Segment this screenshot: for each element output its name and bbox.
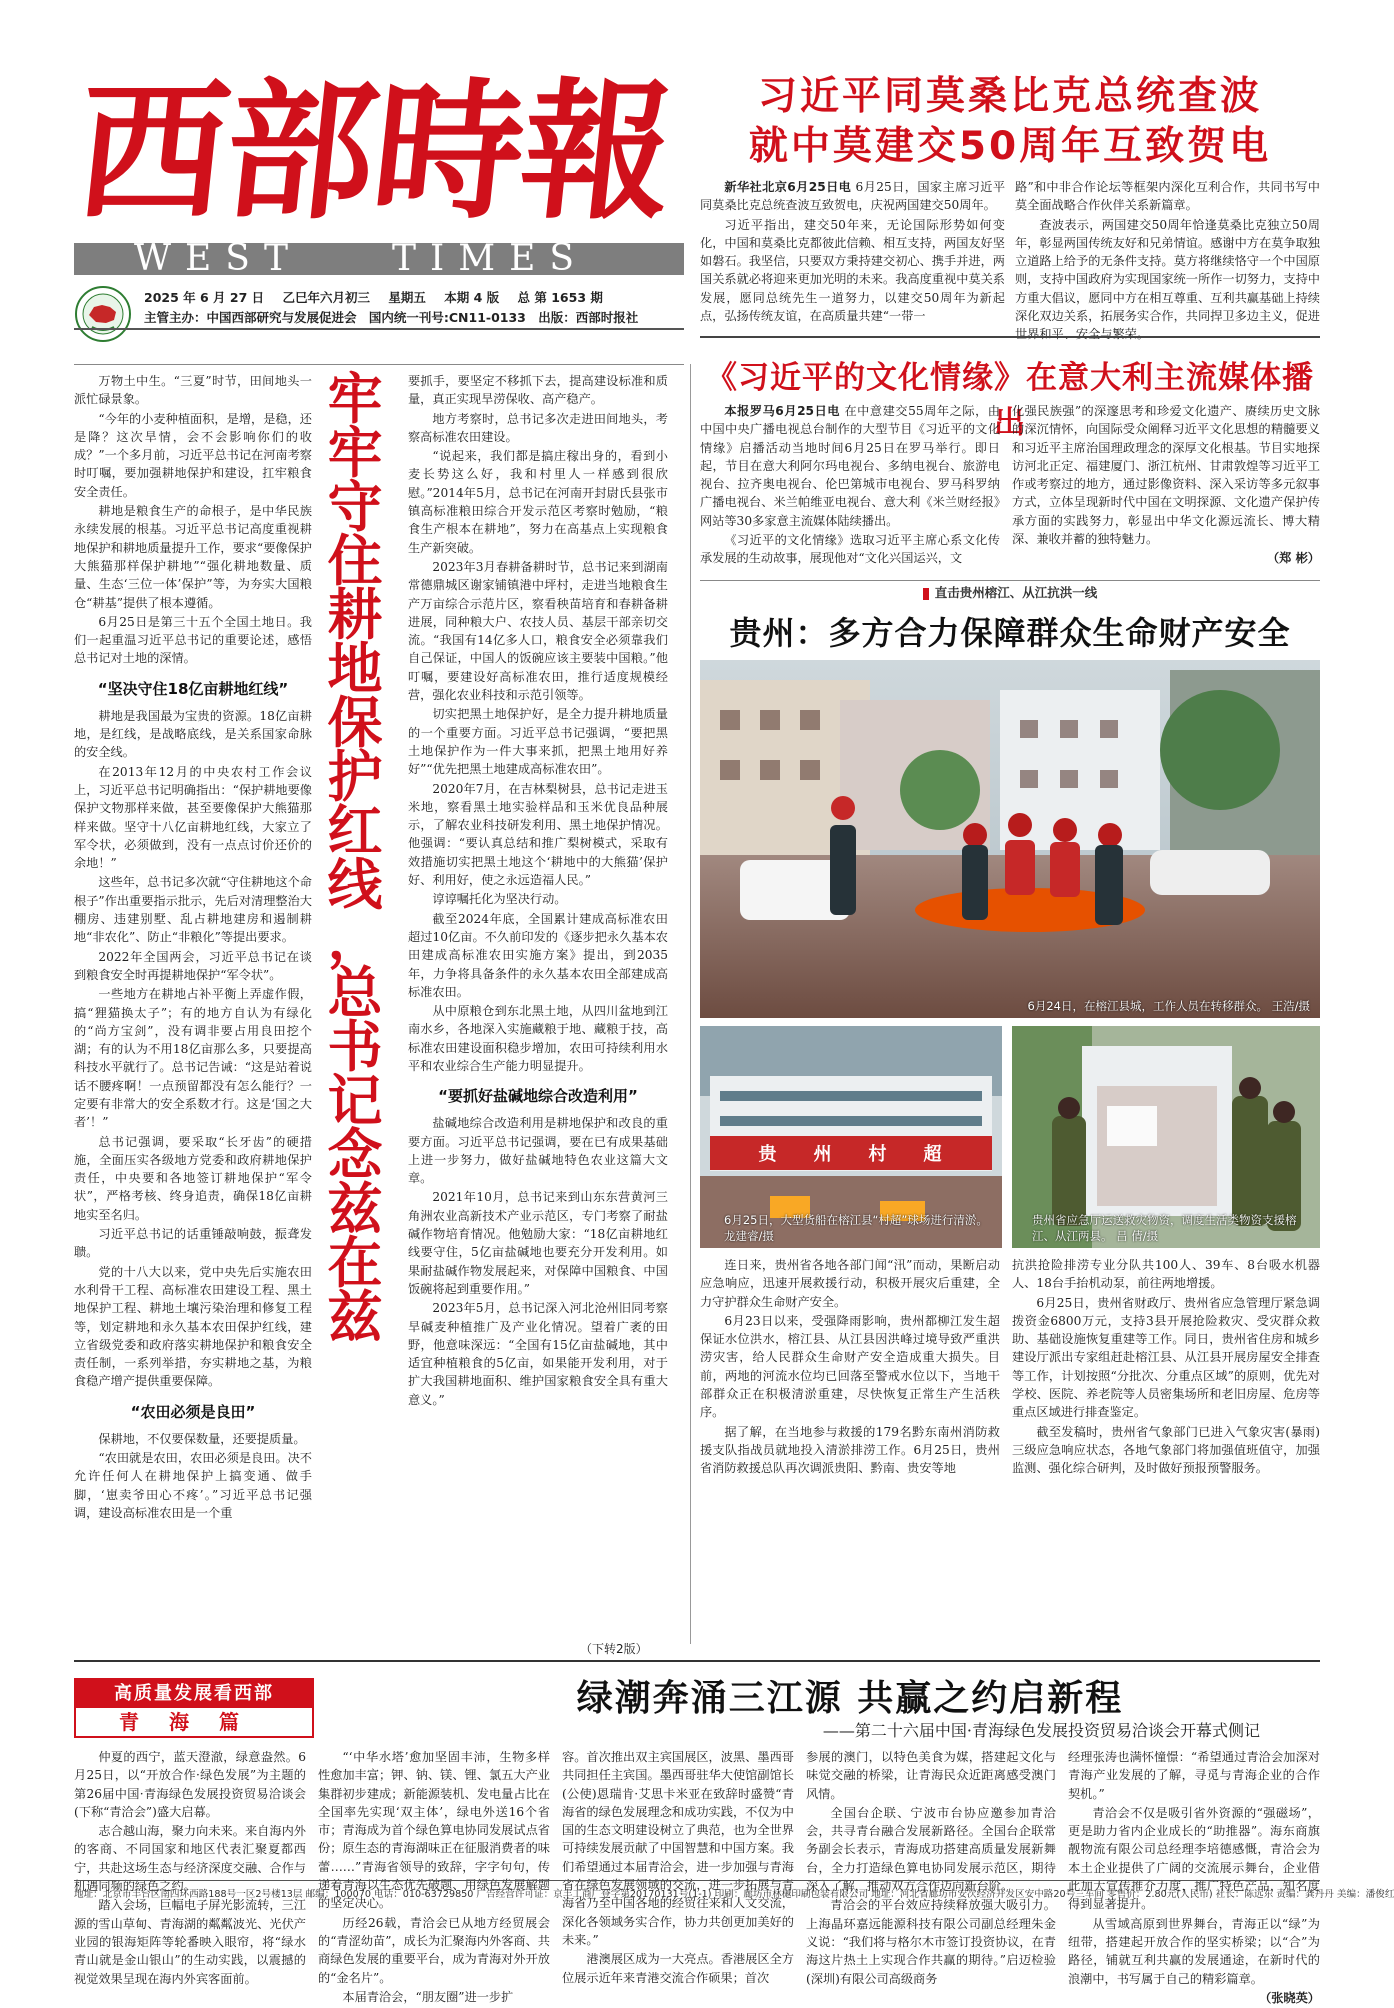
paragraph: 《习近平的文化情缘》选取习近平主席心系文化传承发展的生动故事，展现他对“文化兴国运兴，文 [700,533,1000,566]
flood-headline: 贵州：多方合力保障群众生命财产安全 [729,614,1291,652]
green-col-5 [1068,1748,1320,2008]
caption-text: 6月24日，在榕江县城，工作人员在转移群众。 [1027,999,1268,1013]
farmland-subhead-1: “坚决守住18亿亩耕地红线” [97,679,289,698]
headline-char: 牢 [327,421,383,485]
series-subtitle: 青海篇 [76,1708,312,1736]
headline-char: 兹 [327,1177,383,1241]
cn-number: 国内统一刊号:CN11-0133 [368,310,526,325]
divider [74,328,684,330]
lunar-date: 乙巳年六月初三 [282,290,371,305]
headline-char: 守 [327,475,383,539]
series-title: 高质量发展看西部 [76,1680,312,1708]
green-headline: 绿潮奔涌三江源 共赢之约启新程 [576,1677,1124,1719]
page-count: 本期 4 版 [444,290,500,305]
stadium-sign [740,1140,960,1166]
headline-char: 兹 [327,1285,383,1349]
sponsor: 主管主办：中国西部研究与发展促进会 [144,310,357,325]
lead-headline-line2: 就中莫建交50周年互致贺电 [748,124,1272,169]
paragraph: 万物土中生。“三夏”时节，田间地头一派忙碌景象。 [74,374,312,407]
column-rule [690,364,691,1644]
paragraph: 习近平总书记的话重锤敲响鼓，振聋发聩。 [74,1227,312,1260]
paragraph: “‘中华水塔’愈加坚固丰沛，生物多样性愈加丰富；钾、钠、镁、锂、氯五大产业集群初步建成；新能源装机、发电量占比在全国率先实现‘双主体’，绿电外送16个省市；青海成为首个绿色算电协同发展试点省份；原生态的青海湖味正在征服消费者的味蕾……”青海省领导的致辞，字字句句，传递着青海以生态优先破题、用绿色发展解题的坚定决心。 [318,1750,550,1911]
headline-char: 在 [327,1231,383,1295]
emblem-icon [74,285,132,343]
paragraph: 2023年5月，总书记深入河北沧州旧同考察旱碱麦种植推广及产业化情况。望着广袤的田野，他意味深远：“全国有15亿亩盐碱地，其中适宜种植粮食的5亿亩，如果能开发利用，对于扩大我国耕地面积、维护国家粮食安全具有重大意义。” [408,1301,668,1407]
paragraph: “今年的小麦种植面积，是增，是稳，还是降？这次旱情，会不会影响你们的收成？”一个多月前，习近平总书记在河南考察时叮嘱，要加强耕地保护和建设，扛牢粮食安全责任。 [74,411,312,499]
paragraph: 从中原粮仓到东北黑土地，从四川盆地到江南水乡，各地深入实施藏粮于地、藏粮于技，高标准农田建设面积稳步增加，农田可持续利用水平和农业综合生产能力明显提升。 [408,1004,668,1073]
paragraph: 连日来，贵州省各地各部门闻“汛”而动，果断启动应急响应，迅速开展救援行动，积极开展灾后重建，全力守护群众生命财产安全。 [700,1258,1000,1309]
paragraph: 6月25日，贵州省财政厅、贵州省应急管理厅紧急调拨资金6800万元，支持3县开展抢险救灾、受灾群众救助、基础设施恢复重建等工作。同日，贵州省住房和城乡建设厅派出专家组赶赴榕江县、从江县开展房屋安全排查等工作，计划按照“分批次、分重点区域”的原则，优先对学校、医院、养老院等人员密集场所和老旧房屋、危房等重点区域进行排查鉴定。 [1012,1295,1320,1420]
green-byline: （张晓英） [1259,1990,1320,2005]
paragraph: 保耕地，不仅要保数量，还要提质量。 [98,1431,306,1446]
paragraph: 化强民族强”的深邃思考和珍爱文化遗产、赓续历史文脉的深沉情怀，向国际受众阐释习近平文化思想的精髓要义和习近平主席治国理政理念的深厚文化根基。节目实地探访河北正定、福建厦门、浙江杭州、甘肃敦煌等习近平工作或考察过的地方，通过影像资料、深入采访等多元叙事方式，立体呈现新时代中国在文明探源、文化遗产保护传承方面的实践努力，彰显出中华文化源远流长、博大精深、兼收并蓄的独特魅力。 [1012,404,1320,547]
paragraph: 党的十八大以来，党中央先后实施农田水利骨干工程、高标准农田建设工程、黑土地保护工程、耕地土壤污染治理和修复工程等，划定耕地和永久基本农田保护红线，建立省级党委和政府落实耕地保护和粮食安全责任制，一系列举措，夯实耕地之基，为粮食稳产增产提供重要保障。 [74,1264,312,1389]
caption-credit: 吕 倩/摄 [1116,1229,1159,1243]
headline-char: 耕 [327,583,383,647]
issue-number: 总 第 1653 期 [517,290,603,305]
green-col-3 [562,1748,794,1988]
paragraph: 2023年3月春耕备耕时节，总书记来到湖南常德鼎城区谢家铺镇港中坪村，走进当地粮食生产万亩综合示范片区，察看秧苗培育和春耕备耕进展，同种粮大户、农技人员、基层干部亲切交流。“我国有14亿多人口，粮食安全必须靠我们自己保证，中国人的饭碗应该主要装中国粮。”他叮嘱，要建设好高标准农田，推行适度规模经营，强化农业科技和示范引领等。 [408,559,668,703]
flood-right-caption [1032,1212,1312,1244]
footer-imprint: 地址：北京市丰台区南四环西路188号一区2号楼13层 邮编：100070 电话：010-63729850 广告经营许可证：京丰工商广登字第20170131号(1-1) 印刷：廊坊市林樾印刷包装有限公司 地址：河北省廊坊市安次经济开发区安中路20号三车间 零售价：2.80元(人民币) 社长：陈远东 责编：龚丹丹 美编：潘俊红 [74,1889,1394,1900]
paragraph: 经理张涛也满怀憧憬：“希望通过青洽会加深对青海产业发展的了解，寻觅与青海企业的合作契机。” [1068,1750,1320,1801]
paragraph: 踏入会场，巨幅电子屏光影流转，三江源的雪山草甸、青海湖的粼粼波光、光伏产业园的银海矩阵等轮番映入眼帘，将“绿水青山就是金山银山”的生动实践，以震撼的视觉效果呈现在海内外宾客面前。 [74,1898,306,1986]
farmland-subhead-2: “农田必须是良田” [130,1402,256,1421]
paragraph: 6月25日，国家主席习近平同莫桑比克总统查波互致贺电，庆祝两国建交50周年。 [700,180,1006,213]
paragraph: “农田就是农田，农田必须是良田。决不允许任何人在耕地保护上搞变通、做手脚，‘崽卖爷田心不疼’。”习近平总书记强调，建设高标准农田是一个重 [74,1451,312,1520]
divider [74,1880,1320,1881]
masthead-logo [68,64,680,252]
divider [74,1660,1320,1662]
weekday: 星期五 [388,290,426,305]
lead-headline-line1: 习近平同莫桑比克总统查波 [757,74,1262,119]
paragraph: 志合越山海，聚力向未来。来自海内外的客商、不同国家和地区代表汇聚夏都西宁，共赴这场生态与经济深度交融、合作与机遇同频的绿色之约。 [74,1824,306,1894]
culture-headline: 《习近平的文化情缘》在意大利主流媒体播出 [706,360,1314,441]
culture-byline: （郑 彬） [1267,551,1320,566]
farmland-col-2 [408,372,668,1410]
paragraph: 抗洪抢险排涝专业分队共100人、39车、8台吸水机器人、18台手抬机动泵，前往两地增援。 [1012,1258,1320,1291]
headline-char: 记 [327,1069,383,1133]
masthead-band [74,238,684,279]
culture-dateline: 本报罗马6月25日电 [724,404,841,418]
paragraph: 切实把黑土地保护好，是全力提升耕地质量的一个重要方面。习近平总书记强调，“要把黑土地保护作为一件大事来抓，把黑土地用好养好”“优先把黑土地建成高标准农田”。 [408,707,668,777]
paragraph: 截至2024年底，全国累计建成高标准农田超过10亿亩。不久前印发的《逐步把永久基本农田建成高标准农田实施方案》提出，到2035年，力争将具备条件的永久基本农田全部建成高标准农田。 [408,911,668,999]
flood-tag [700,583,1320,601]
tag-marker [923,588,929,600]
series-badge [74,1678,314,1738]
divider [74,364,684,365]
caption-credit: 王浩/摄 [1271,999,1310,1013]
paragraph: 谆谆嘱托化为坚决行动。 [432,892,567,907]
continued-note: （下转2版） [580,1642,648,1656]
paragraph: 容。首次推出双主宾国展区，波黑、墨西哥共同担任主宾国。墨西哥驻华大使馆副馆长(公使)恩瑞肯·艾思卡米亚在致辞时盛赞“青海省的绿色发展理念和成功实践，不仅为中国的生态文明建设树立了典范，也为全世界可持续发展贡献了中国智慧和中国方案。我们希望通过本届青洽会，进一步加强与青海省在绿色发展领域的交流，进一步拓展与青海省乃至中国各地的经贸往来和人文交流，深化各领域务实合作，协力共创更加美好的未来。” [562,1750,794,1947]
flood-col-1 [700,1256,1000,1479]
paragraph: 据了解，在当地参与救援的179名黔东南州消防救援支队指战员就地投入清淤排涝工作。6月25日，贵州省消防救援总队再次调派贵阳、黔南、贵安等地 [700,1424,1000,1476]
paragraph: 耕地是我国最为宝贵的资源。18亿亩耕地，是红线，是战略底线，是关系国家命脉的安全线。 [74,708,312,760]
paragraph: 一些地方在耕地占补平衡上弄虚作假，搞“狸猫换太子”；有的地方自认为有绿化的“尚方宝剑”，没有调非要占用良田挖个湖；有的认为不用18亿亩那么多，只要提高科技水平就行了。总书记告诫：“这是站着说话不腰疼啊！一点预留都没有怎么能行？一定要有非常大的安全系数才行。这是‘国之大者’！” [74,987,312,1130]
green-subtitle: ——第二十六届中国·青海绿色发展投资贸易洽谈会开幕式侧记 [822,1721,1260,1740]
flood-left-photo [700,1026,1002,1248]
issue-date: 2025 年 6 月 27 日 [144,290,265,305]
paragraph: 历经26载，青洽会已从地方经贸展会的“青涩幼苗”，成长为汇聚海内外客商、共商绿色发展的重要平台，成为青海对外开放的“金名片”。 [318,1915,550,1985]
flood-tag-label: 直击贵州榕江、从江抗洪一线 [934,585,1098,600]
headline-char: 红 [327,799,383,863]
headline-char: 保 [327,691,383,755]
paragraph: 青洽会的平台效应持续释放强大吸引力。上海晶环嘉远能源科技有限公司副总经理朱金义说：“我们将与格尔木市签订投资协议，在青海这片热土上实现合作共赢的期待。”启迈检验(深圳)有限公司高级商务 [806,1898,1056,1986]
paragraph: 要抓手，要坚定不移抓下去，提高建设标准和质量，真正实现旱涝保收、高产稳产。 [408,374,668,407]
caption-text: 贵州省应急厅运送救灾物资，调度生活类物资支援榕江、从江两县。 [1032,1213,1297,1243]
culture-col-2 [1012,402,1320,569]
paragraph: “说起来，我们都是搞庄稼出身的，看到小麦长势这么好，我和村里人一样感到很欣慰。”2014年5月，总书记在河南开封尉氏县张市镇高标准粮田综合开发示范区考察时勉励，“粮食生产根本在耕地”，努力在高基点上实现粮食生产新突破。 [408,449,668,555]
headline-char: 护 [327,745,383,809]
paragraph: 查波表示，两国建交50周年恰逢莫桑比克独立50周年，彰显两国传统友好和兄弟情谊。感谢中方在莫争取独立道路上给予的无条件支持。莫方将继续恪守一个中国原则，支持中国政府为实现国家统一所作一切努力，支持中方重大倡议，愿同中方在相互尊重、互利共赢基础上持续深化双边关系，拓展务实合作，共同捍卫多边主义，促进世界和平、安全与繁荣。 [1015,217,1320,342]
divider [700,336,1320,338]
headline-char: 念 [327,1123,383,1187]
green-col-1 [74,1748,306,1989]
paragraph: 在中意建交55周年之际，由中国中央广播电视总台制作的大型节目《习近平的文化情缘》启播活动当地时间6月25日在罗马举行。即日起，节目在意大利阿尔玛电视台、多纳电视台、旅游电视台、拉齐奥电视台、伦巴第城市电视台、罗马科罗纳广播电视台、米兰帕维亚电视台、意大利《米兰财经报》网站等30多家意主流媒体陆续播出。 [700,404,1000,528]
paragraph: 全国台企联、宁波市台协应邀参加青洽会，共寻青台融合发展新路径。全国台企联常务副会长表示，青海成功搭建高质量发展新舞台，全力打造绿色算电协同发展示范区，期待深入了解，推动双方合作迈向新台阶。 [806,1805,1056,1894]
paragraph: 从雪域高原到世界舞台，青海正以“绿”为纽带，搭建起开放合作的坚实桥梁；以“合”为路径，铺就互利共赢的发展通途，在新时代的浪潮中，书写属于自己的精彩篇章。 [1068,1916,1320,1986]
paragraph: 习近平指出，建交50年来，无论国际形势如何变化，中国和莫桑比克都彼此信赖、相互支持，两国友好坚如磐石。我坚信，只要双方秉持建交初心、携手并进，两国关系就必将迎来更加光明的未来。我高度重视中莫关系发展，愿同总统先生一道努力，以建交50周年为新起点，弘扬传统友谊，在高质量共建“一带一 [700,217,1005,324]
flood-main-caption [1028,998,1310,1014]
headline-char: 住 [327,529,383,593]
flood-right-photo [1012,1026,1320,1248]
paragraph: 仲夏的西宁，蓝天澄澈，绿意盎然。6月25日，以“开放合作·绿色发展”为主题的第26届中国·青海绿色发展投资贸易洽谈会(下称“青洽会”)盛大启幕。 [74,1750,306,1819]
headline-char: 总 [327,961,383,1025]
logo-en-times: TIMES [391,238,589,279]
logo-text: 西部時報 [68,64,680,240]
lead-col-1 [700,178,1005,326]
paragraph: 盐碱地综合改造利用是耕地保护和改良的重要方面。习近平总书记强调，要在已有成果基础上进一步努力，做好盐碱地特色农业这篇大文章。 [408,1116,668,1186]
paragraph: 这些年，总书记多次就“守住耕地这个命根子”作出重要指示批示，先后对清理整治大棚房、违建别墅、乱占耕地建房和遏制耕地“非农化”、防止“非粮化”等提出要求。 [74,875,312,945]
lead-col-2 [1015,178,1320,345]
paragraph: 在2013年12月的中央农村工作会议上，习近平总书记明确指出：“保护耕地要像保护文物那样来做，甚至要像保护大熊猫那样来做。坚守十八亿亩耕地红线，大家立了军令状，必须做到，没有一点点讨价还价的余地！” [74,764,312,871]
headline-char: 线 [327,853,383,917]
culture-col-1 [700,402,1000,569]
sign-char: 超 [923,1144,942,1165]
headline-char: 书 [327,1015,383,1079]
headline-char: 牢 [327,367,383,431]
lead-dateline: 新华社北京6月25日电 [724,180,852,194]
sign-char: 村 [868,1144,887,1165]
farmland-col-1 [74,372,312,1523]
paragraph: 截至发稿时，贵州省气象部门已进入气象灾害(暴雨)三级应急响应状态，各地气象部门将加强值班值守，加强监测、强化综合研判，及时做好预报预警服务。 [1012,1424,1320,1476]
headline-char: 地 [327,637,383,701]
lead-headline [700,72,1320,172]
sign-char: 贵 [758,1144,777,1165]
paragraph: 港澳展区成为一大亮点。香港展区全方位展示近年来青港交流合作硕果；首次 [562,1952,794,1985]
paragraph: 2021年10月，总书记来到山东东营黄河三角洲农业高新技术产业示范区，专门考察了耐盐碱作物培育情况。他勉励大家：“18亿亩耕地红线要守住，5亿亩盐碱地也要充分开发利用。如果耐盐碱作物发展起来，对保障中国粮食、中国饭碗将起到重要作用。” [408,1190,668,1296]
flood-main-photo [700,660,1320,1018]
paragraph: 6月23日以来，受强降雨影响，贵州都柳江发生超保证水位洪水，榕江县、从江县因洪峰过境导致严重洪涝灾害，给人民群众生命财产安全造成重大损失。目前，两地的河流水位均已回落至警戒水位以下，当地干部群众正在积极清淤重建，尽快恢复正常生产生活秩序。 [700,1313,1000,1420]
farmland-subhead-3: “要抓好盐碱地综合改造利用” [438,1087,638,1106]
caption-text: 6月25日，大型货船在榕江县“村超”球场进行清淤。 [724,1213,988,1227]
logo-en-west: WEST [134,238,302,279]
divider [700,580,1320,581]
paragraph: 青洽会不仅是吸引省外资源的“强磁场”，更是助力省内企业成长的“助推器”。海东商旗靓物流有限公司总经理李培德感慨，青洽会为本土企业提供了广阔的交流展示舞台，企业借此加大宣传推介力度，推广特色产品，知名度得到显著提升。 [1068,1805,1320,1912]
publisher-meta-line [144,308,646,326]
paragraph: 2022年全国两会，习近平总书记在谈到粮食安全时再提耕地保护“军令状”。 [74,949,312,982]
issue-meta-line [144,288,617,306]
flood-col-2 [1012,1256,1320,1479]
caption-credit: 龙建睿/摄 [724,1229,774,1243]
paragraph: 路”和中非合作论坛等框架内深化互利合作，共同书写中莫全面战略合作伙伴关系新篇章。 [1015,180,1320,213]
headline-char: ， [327,907,383,971]
paragraph: 耕地是粮食生产的命根子，是中华民族永续发展的根基。习近平总书记高度重视耕地保护和耕地质量提升工作，要求“要像保护大熊猫那样保护耕地”“强化耕地数量、质量、生态‘三位一体’保护”等，为夯实大国粮仓“耕基”提供了根本遵循。 [74,504,312,610]
paragraph: 2020年7月，在吉林梨树县，总书记走进玉米地，察看黑土地实验样品和玉米优良品种展示，了解农业科技研发利用、黑土地保护情况。他强调：“要认真总结和推广梨树模式，采取有效措施切实把黑土地这个‘耕地中的大熊猫’保护好、利用好，使之永远造福人民。” [408,781,668,888]
green-col-2 [318,1748,550,2007]
paragraph: 6月25日是第三十五个全国土地日。我们一起重温习近平总书记的重要论述，感悟总书记对土地的深情。 [74,614,312,666]
flood-left-caption [724,1212,994,1244]
green-col-4 [806,1748,1056,1989]
sign-char: 州 [813,1144,832,1165]
paragraph: 总书记强调，要采取“长牙齿”的硬措施，全面压实各级地方党委和政府耕地保护责任，中央要和各地签订耕地保护“军令状”，严格考核、终身追责，确保18亿亩耕地实至名归。 [74,1134,312,1222]
paragraph: 地方考察时，总书记多次走进田间地头，考察高标准农田建设。 [408,411,668,444]
paragraph: 本届青洽会，“朋友圈”进一步扩 [342,1989,514,2004]
publisher: 出版：西部时报社 [538,310,639,325]
farmland-vertical-headline [322,367,388,1349]
paragraph: 参展的澳门，以特色美食为媒，搭建起文化与味觉交融的桥梁，让青海民众近距离感受澳门风情。 [806,1750,1056,1801]
